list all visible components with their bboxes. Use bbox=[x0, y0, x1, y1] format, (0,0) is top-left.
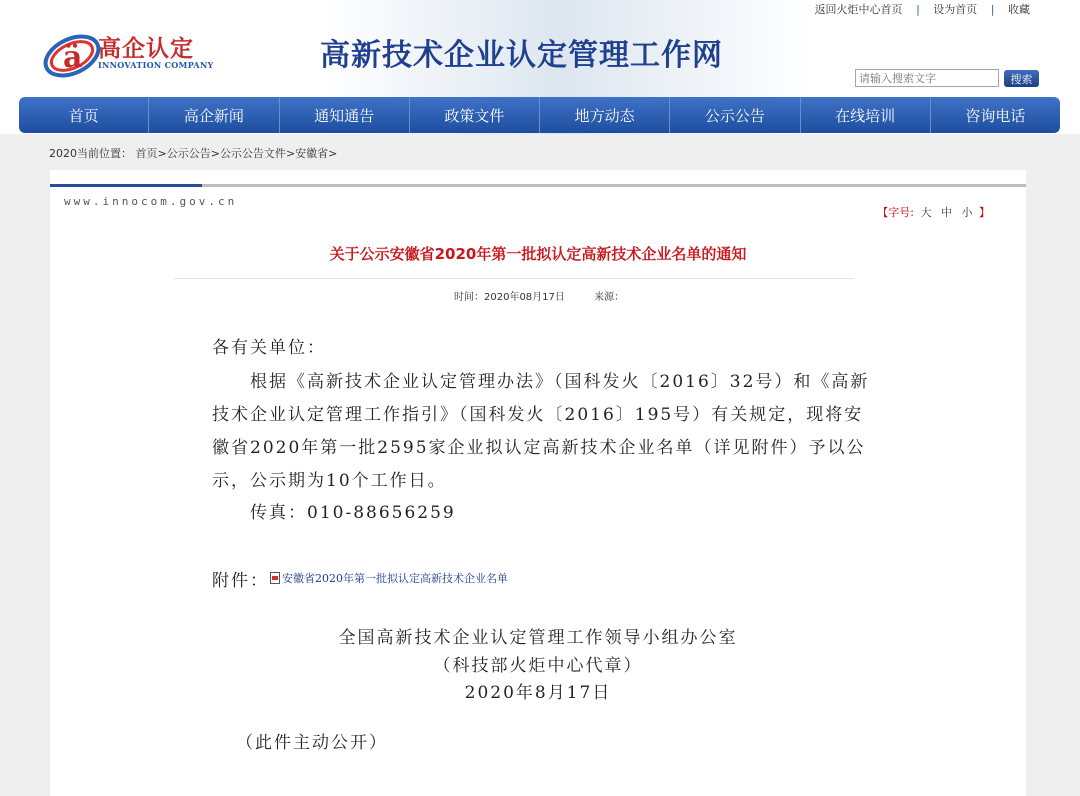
article-paragraph: 根据《高新技术企业认定管理办法》（国科发火〔2016〕32号）和《高新技术企业认定管理工作指引》（国科发火〔2016〕195号）有关规定，现将安徽省2020年第一批2595家企业拟认定高新技术企业名单（详见附件）予以公示，公示期为10个工作日。 bbox=[212, 372, 870, 491]
top-link-separator: | bbox=[990, 3, 995, 16]
signature-organization: 全国高新技术企业认定管理工作领导小组办公室 bbox=[338, 628, 738, 648]
salutation: 各有关单位： bbox=[212, 338, 326, 358]
breadcrumb-announcements[interactable]: 公示公告 bbox=[166, 147, 211, 160]
attachment-label: 附件： bbox=[212, 571, 269, 591]
breadcrumb-home[interactable]: 首页 bbox=[135, 147, 158, 160]
nav-item-policy[interactable]: 政策文件 bbox=[410, 97, 540, 133]
logo-text: 高企认定 bbox=[98, 36, 194, 62]
breadcrumb bbox=[49, 145, 337, 161]
breadcrumb-prefix: 2020当前位置： bbox=[49, 147, 132, 160]
svg-text:ä: ä bbox=[63, 40, 83, 75]
font-size-small[interactable]: 小 bbox=[961, 206, 973, 219]
attachment-link[interactable] bbox=[270, 570, 508, 586]
document-icon bbox=[270, 572, 280, 584]
set-homepage-link[interactable]: 设为首页 bbox=[933, 3, 978, 16]
main-nav bbox=[19, 97, 1060, 133]
nav-item-news[interactable]: 高企新闻 bbox=[149, 97, 279, 133]
font-size-selector bbox=[877, 204, 990, 220]
nav-item-local-news[interactable]: 地方动态 bbox=[540, 97, 670, 133]
nav-item-hotline[interactable]: 咨询电话 bbox=[965, 107, 1026, 125]
public-disclosure-note: （此件主动公开） bbox=[236, 733, 388, 753]
article-time: 时间：2020年08月17日 bbox=[454, 292, 565, 303]
nav-item-online-training[interactable]: 在线培训 bbox=[801, 97, 931, 133]
breadcrumb-announcement-files[interactable]: 公示公告文件 bbox=[219, 147, 286, 160]
nav-item-home[interactable]: 首页 bbox=[19, 97, 149, 133]
article-source: 来源： bbox=[594, 292, 625, 303]
font-size-close: 】 bbox=[979, 206, 990, 219]
font-size-large[interactable]: 大 bbox=[920, 206, 932, 219]
search-input[interactable] bbox=[855, 69, 999, 87]
breadcrumb-anhui[interactable]: 安徽省 bbox=[295, 147, 329, 160]
site-url: www.innocom.gov.cn bbox=[64, 195, 238, 208]
signature-date: 2020年8月17日 bbox=[464, 683, 612, 703]
fax-number: 传真：010-88656259 bbox=[250, 503, 456, 523]
breadcrumb-separator: > bbox=[210, 147, 220, 160]
attachment-link-text: 安徽省2020年第一批拟认定高新技术企业名单 bbox=[282, 572, 508, 585]
breadcrumb-separator: > bbox=[157, 147, 167, 160]
signature-seal: （科技部火炬中心代章） bbox=[433, 656, 643, 676]
breadcrumb-separator: > bbox=[285, 147, 296, 160]
font-size-label: 【字号: bbox=[877, 206, 914, 219]
search-button[interactable]: 搜索 bbox=[1004, 70, 1039, 87]
article-meta bbox=[454, 288, 624, 303]
logo-subtitle: INNOVATION COMPANY bbox=[98, 60, 214, 70]
article-panel bbox=[50, 170, 1026, 796]
font-size-medium[interactable]: 中 bbox=[941, 206, 952, 219]
top-links bbox=[815, 1, 1030, 17]
title-divider bbox=[174, 278, 854, 279]
breadcrumb-separator: > bbox=[328, 147, 338, 160]
nav-item-notices[interactable]: 通知通告 bbox=[280, 97, 410, 133]
article-title: 关于公示安徽省2020年第一批拟认定高新技术企业名单的通知 bbox=[329, 245, 747, 263]
site-title: 高新技术企业认定管理工作网 bbox=[320, 38, 723, 73]
bookmark-link[interactable]: 收藏 bbox=[1008, 3, 1030, 16]
top-link-separator: | bbox=[916, 3, 920, 16]
back-to-torch-home-link[interactable]: 返回火炬中心首页 bbox=[814, 3, 903, 16]
panel-top-accent bbox=[50, 184, 202, 187]
nav-item-announcements[interactable]: 公示公告 bbox=[670, 97, 800, 133]
